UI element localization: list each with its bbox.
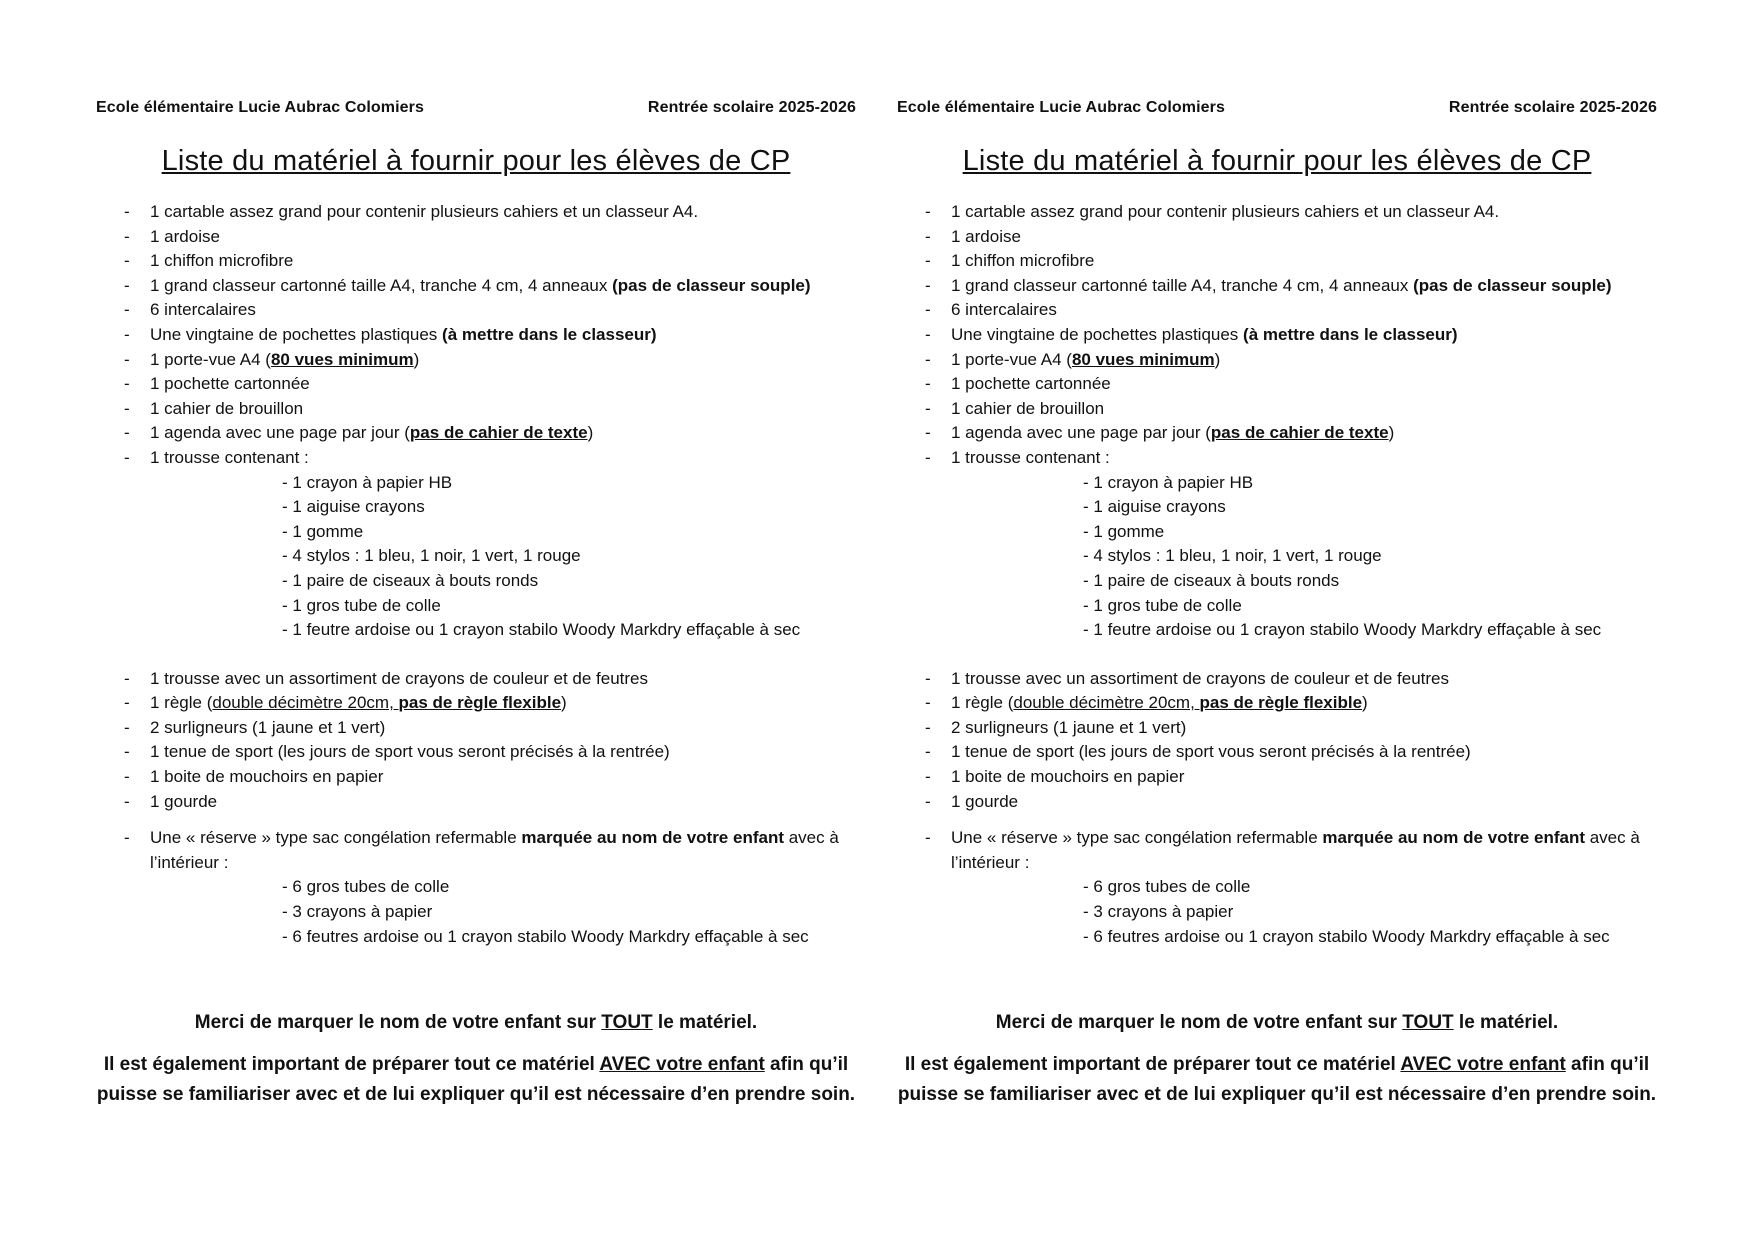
bullet-dash: - xyxy=(124,202,130,221)
bullet-dash: - xyxy=(925,349,931,369)
list-item-text: 1 cartable assez grand pour contenir plusieurs cahiers et un classeur A4. xyxy=(951,202,1500,221)
list-item-text: ) xyxy=(587,423,594,443)
sub-item xyxy=(96,569,856,594)
list-item-emphasis: 80 vues minimum xyxy=(270,349,414,369)
footer-text: Il est également important de préparer tout ce matériel xyxy=(904,1054,1401,1075)
list-item-text: 1 chiffon microfibre xyxy=(150,251,294,271)
list-item-emphasis: pas de cahier de texte xyxy=(1210,423,1389,443)
footer-paragraph xyxy=(897,1050,1657,1110)
sub-item xyxy=(897,544,1657,569)
bullet-dash: - xyxy=(925,398,931,418)
sub-bullet-dash: - xyxy=(282,546,293,566)
list-item xyxy=(897,397,1657,422)
list-item-emphasis: (à mettre dans le classeur) xyxy=(442,324,657,344)
list-item-text: 1 gourde xyxy=(150,791,218,811)
list-item-text: 1 cahier de brouillon xyxy=(951,398,1105,418)
sub-item-text: 1 paire de ciseaux à bouts ronds xyxy=(1093,570,1340,590)
list-item-text: 2 surligneurs (1 jaune et 1 vert) xyxy=(951,717,1187,737)
sub-item xyxy=(897,618,1657,643)
sub-item-text: 1 feutre ardoise ou 1 crayon stabilo Woody Markdry effaçable à sec xyxy=(1093,620,1602,640)
list-item-emphasis: (pas de classeur souple) xyxy=(612,275,811,295)
bullet-dash: - xyxy=(124,300,130,320)
sub-bullet-dash: - xyxy=(282,926,293,946)
list-item-emphasis: (pas de classeur souple) xyxy=(1413,275,1612,295)
list-item-text: avec à l’intérieur : xyxy=(150,828,839,872)
list-item-text: 1 trousse avec un assortiment de crayons de couleur et de feutres xyxy=(150,668,648,688)
list-item-emphasis: marquée au nom de votre enfant xyxy=(521,828,784,848)
school-year: Rentrée scolaire 2025-2026 xyxy=(647,99,856,116)
sub-item-text: 1 gomme xyxy=(292,521,364,541)
sub-item-text: 4 stylos : 1 bleu, 1 noir, 1 vert, 1 rouge xyxy=(292,546,581,566)
bullet-dash: - xyxy=(124,791,130,811)
list-item-emphasis: marquée au nom de votre enfant xyxy=(1322,828,1585,848)
list-item-underlined: double décimètre 20cm, xyxy=(212,693,399,713)
list-item xyxy=(897,691,1657,716)
supply-sheet-right xyxy=(897,0,1657,1241)
bullet-dash: - xyxy=(124,398,130,418)
bullet-dash: - xyxy=(124,251,130,271)
sub-item-text: 1 crayon à papier HB xyxy=(292,472,453,492)
sub-item xyxy=(897,875,1657,900)
bullet-dash: - xyxy=(124,275,130,295)
footer-text: Merci de marquer le nom de votre enfant sur xyxy=(995,1012,1403,1033)
list-item xyxy=(96,348,856,373)
list-item-text: 1 grand classeur cartonné taille A4, tranche 4 cm, 4 anneaux xyxy=(150,275,613,295)
list-item xyxy=(96,397,856,422)
list-item-text: ) xyxy=(1362,693,1368,713)
list-item xyxy=(897,200,1657,225)
bullet-dash: - xyxy=(124,226,130,246)
list-item-text: ) xyxy=(1388,423,1395,443)
bullet-dash: - xyxy=(925,791,931,811)
sub-bullet-dash: - xyxy=(1083,902,1094,922)
sub-item-text: 3 crayons à papier xyxy=(1093,902,1234,922)
supply-sheet-left xyxy=(96,0,856,1241)
list-item-emphasis: 80 vues minimum xyxy=(1071,349,1215,369)
list-item xyxy=(897,323,1657,348)
spacer xyxy=(96,814,856,826)
sub-item-text: 1 crayon à papier HB xyxy=(1093,472,1254,492)
list-item xyxy=(897,667,1657,692)
sub-bullet-dash: - xyxy=(1083,521,1094,541)
list-item xyxy=(897,225,1657,250)
bullet-dash: - xyxy=(925,202,931,221)
list-item xyxy=(96,790,856,815)
list-item-text: 1 trousse contenant : xyxy=(150,447,309,467)
sub-item xyxy=(96,471,856,496)
footer-text: le matériel. xyxy=(652,1012,758,1033)
list-item xyxy=(96,446,856,471)
sub-bullet-dash: - xyxy=(282,620,293,640)
sub-item-text: 6 gros tubes de colle xyxy=(1093,877,1251,897)
sub-bullet-dash: - xyxy=(1083,620,1094,640)
sub-item xyxy=(96,520,856,545)
sub-bullet-dash: - xyxy=(282,595,293,615)
sub-bullet-dash: - xyxy=(1083,472,1094,492)
list-item-text: ) xyxy=(561,693,567,713)
list-item-text: 1 porte-vue A4 ( xyxy=(150,349,271,369)
spacer xyxy=(897,814,1657,826)
bullet-dash: - xyxy=(925,300,931,320)
list-item-text: 1 cartable assez grand pour contenir plusieurs cahiers et un classeur A4. xyxy=(150,202,699,221)
sub-item-text: 1 feutre ardoise ou 1 crayon stabilo Woody Markdry effaçable à sec xyxy=(292,620,801,640)
sub-item xyxy=(897,925,1657,950)
list-item-emphasis: (à mettre dans le classeur) xyxy=(1243,324,1458,344)
school-name: Ecole élémentaire Lucie Aubrac Colomiers xyxy=(96,99,424,116)
list-item xyxy=(897,716,1657,741)
list-item xyxy=(96,826,840,875)
list-item-text: Une vingtaine de pochettes plastiques xyxy=(951,324,1244,344)
list-item-emphasis: pas de cahier de texte xyxy=(409,423,588,443)
list-item xyxy=(897,249,1657,274)
footer-text: le matériel. xyxy=(1453,1012,1559,1033)
bullet-dash: - xyxy=(925,717,931,737)
list-item-text: avec à l’intérieur : xyxy=(951,828,1640,872)
bullet-dash: - xyxy=(925,324,931,344)
sub-item-text: 6 gros tubes de colle xyxy=(292,877,450,897)
supply-list xyxy=(897,200,1657,949)
bullet-dash: - xyxy=(925,742,931,762)
sub-item xyxy=(897,495,1657,520)
bullet-dash: - xyxy=(124,324,130,344)
sub-item-text: 1 paire de ciseaux à bouts ronds xyxy=(292,570,539,590)
spacer xyxy=(96,643,856,667)
list-item-text: ) xyxy=(1214,349,1221,369)
school-year: Rentrée scolaire 2025-2026 xyxy=(1448,99,1657,116)
bullet-dash: - xyxy=(124,767,130,787)
bullet-dash: - xyxy=(925,226,931,246)
list-item-text: 6 intercalaires xyxy=(951,300,1057,320)
bullet-dash: - xyxy=(925,251,931,271)
bullet-dash: - xyxy=(925,423,931,443)
bullet-dash: - xyxy=(124,717,130,737)
sub-bullet-dash: - xyxy=(1083,497,1094,517)
list-item-text: 1 gourde xyxy=(951,791,1019,811)
footer-note xyxy=(897,1008,1657,1110)
sub-item-text: 6 feutres ardoise ou 1 crayon stabilo Woody Markdry effaçable à sec xyxy=(292,926,809,946)
sub-item xyxy=(897,594,1657,619)
list-item xyxy=(96,740,856,765)
list-item-text: 1 trousse avec un assortiment de crayons de couleur et de feutres xyxy=(951,668,1449,688)
list-item-text: 1 agenda avec une page par jour ( xyxy=(150,423,410,443)
list-item-text: 1 porte-vue A4 ( xyxy=(951,349,1072,369)
list-item-text: 1 pochette cartonnée xyxy=(150,374,310,394)
bullet-dash: - xyxy=(925,447,931,467)
list-item-text: 1 pochette cartonnée xyxy=(951,374,1111,394)
footer-text: Il est également important de préparer tout ce matériel xyxy=(103,1054,600,1075)
list-item xyxy=(897,826,1641,875)
page-title: Liste du matériel à fournir pour les élèves de CP xyxy=(161,145,791,177)
spacer xyxy=(897,643,1657,667)
sub-item xyxy=(96,875,856,900)
sub-item-text: 1 gros tube de colle xyxy=(292,595,441,615)
list-item xyxy=(897,421,1657,446)
list-item xyxy=(897,348,1657,373)
sub-item-text: 1 aiguise crayons xyxy=(292,497,425,517)
list-item xyxy=(96,667,856,692)
sub-item xyxy=(96,618,856,643)
list-item xyxy=(96,421,856,446)
list-item-text: Une vingtaine de pochettes plastiques xyxy=(150,324,443,344)
bullet-dash: - xyxy=(925,828,931,848)
list-item xyxy=(96,200,856,225)
bullet-dash: - xyxy=(124,447,130,467)
footer-paragraph xyxy=(96,1008,856,1038)
list-item-text: Une « réserve » type sac congélation refermable xyxy=(150,828,522,848)
sub-bullet-dash: - xyxy=(282,570,293,590)
list-item xyxy=(897,274,1657,299)
sub-item xyxy=(96,900,856,925)
list-item-text: 1 ardoise xyxy=(150,226,220,246)
footer-emphasis: TOUT xyxy=(1402,1012,1454,1033)
bullet-dash: - xyxy=(124,693,130,713)
sub-item-text: 6 feutres ardoise ou 1 crayon stabilo Woody Markdry effaçable à sec xyxy=(1093,926,1610,946)
list-item xyxy=(897,446,1657,471)
sub-bullet-dash: - xyxy=(1083,926,1094,946)
list-item-text: 1 tenue de sport (les jours de sport vous seront précisés à la rentrée) xyxy=(150,742,670,762)
sub-item-text: 3 crayons à papier xyxy=(292,902,433,922)
sub-bullet-dash: - xyxy=(282,902,293,922)
supply-list xyxy=(96,200,856,949)
list-item-text: Une « réserve » type sac congélation refermable xyxy=(951,828,1323,848)
list-item xyxy=(96,249,856,274)
sub-item xyxy=(897,569,1657,594)
footer-text: afin qu’il puisse se familiariser avec et de lui expliquer qu’il est nécessaire d’en prendre soin. xyxy=(897,1054,1657,1105)
bullet-dash: - xyxy=(925,374,931,394)
list-item-text: 1 règle ( xyxy=(951,693,1014,713)
list-item-text: 1 boite de mouchoirs en papier xyxy=(150,767,384,787)
sub-item xyxy=(96,495,856,520)
sub-bullet-dash: - xyxy=(282,877,293,897)
footer-text: Merci de marquer le nom de votre enfant sur xyxy=(194,1012,602,1033)
list-item xyxy=(96,298,856,323)
sub-item-text: 4 stylos : 1 bleu, 1 noir, 1 vert, 1 rouge xyxy=(1093,546,1382,566)
list-item-text: 1 agenda avec une page par jour ( xyxy=(951,423,1211,443)
list-item-text: 1 trousse contenant : xyxy=(951,447,1110,467)
footer-emphasis: AVEC votre enfant xyxy=(599,1054,765,1075)
list-item-text: 1 grand classeur cartonné taille A4, tranche 4 cm, 4 anneaux xyxy=(951,275,1414,295)
bullet-dash: - xyxy=(925,668,931,688)
sub-item-text: 1 gros tube de colle xyxy=(1093,595,1242,615)
sub-item xyxy=(96,925,856,950)
list-item xyxy=(96,765,856,790)
list-item-text: 1 règle ( xyxy=(150,693,213,713)
sub-bullet-dash: - xyxy=(282,472,293,492)
footer-note xyxy=(96,1008,856,1110)
bullet-dash: - xyxy=(124,374,130,394)
footer-emphasis: TOUT xyxy=(601,1012,653,1033)
list-item xyxy=(96,716,856,741)
list-item xyxy=(96,274,856,299)
sub-bullet-dash: - xyxy=(1083,595,1094,615)
sub-item xyxy=(96,594,856,619)
sub-bullet-dash: - xyxy=(1083,546,1094,566)
sub-item xyxy=(897,520,1657,545)
list-item-text: ) xyxy=(413,349,420,369)
list-item xyxy=(96,691,856,716)
school-name: Ecole élémentaire Lucie Aubrac Colomiers xyxy=(897,99,1225,116)
list-item xyxy=(96,323,856,348)
sub-item xyxy=(96,544,856,569)
list-item xyxy=(897,740,1657,765)
sub-item xyxy=(897,471,1657,496)
bullet-dash: - xyxy=(124,668,130,688)
list-item-text: 1 tenue de sport (les jours de sport vous seront précisés à la rentrée) xyxy=(951,742,1471,762)
sub-bullet-dash: - xyxy=(282,497,293,517)
list-item xyxy=(96,372,856,397)
list-item-emphasis: pas de règle flexible xyxy=(398,693,562,713)
list-item-text: 1 chiffon microfibre xyxy=(951,251,1095,271)
list-item xyxy=(897,298,1657,323)
footer-text: afin qu’il puisse se familiariser avec et de lui expliquer qu’il est nécessaire d’en prendre soin. xyxy=(96,1054,856,1105)
list-item-text: 2 surligneurs (1 jaune et 1 vert) xyxy=(150,717,386,737)
sub-bullet-dash: - xyxy=(1083,570,1094,590)
sub-bullet-dash: - xyxy=(1083,877,1094,897)
list-item-underlined: double décimètre 20cm, xyxy=(1013,693,1200,713)
list-item-text: 6 intercalaires xyxy=(150,300,256,320)
bullet-dash: - xyxy=(925,767,931,787)
list-item xyxy=(96,225,856,250)
list-item-emphasis: pas de règle flexible xyxy=(1199,693,1363,713)
bullet-dash: - xyxy=(124,828,130,848)
bullet-dash: - xyxy=(925,693,931,713)
bullet-dash: - xyxy=(124,349,130,369)
sub-item-text: 1 gomme xyxy=(1093,521,1165,541)
bullet-dash: - xyxy=(124,742,130,762)
sub-item xyxy=(897,900,1657,925)
footer-paragraph xyxy=(96,1050,856,1110)
list-item-text: 1 cahier de brouillon xyxy=(150,398,304,418)
page-title: Liste du matériel à fournir pour les élèves de CP xyxy=(962,145,1592,177)
list-item xyxy=(897,372,1657,397)
footer-emphasis: AVEC votre enfant xyxy=(1400,1054,1566,1075)
sub-item-text: 1 aiguise crayons xyxy=(1093,497,1226,517)
bullet-dash: - xyxy=(925,275,931,295)
list-item-text: 1 boite de mouchoirs en papier xyxy=(951,767,1185,787)
sub-bullet-dash: - xyxy=(282,521,293,541)
footer-paragraph xyxy=(897,1008,1657,1038)
list-item-text: 1 ardoise xyxy=(951,226,1021,246)
list-item xyxy=(897,765,1657,790)
bullet-dash: - xyxy=(124,423,130,443)
list-item xyxy=(897,790,1657,815)
